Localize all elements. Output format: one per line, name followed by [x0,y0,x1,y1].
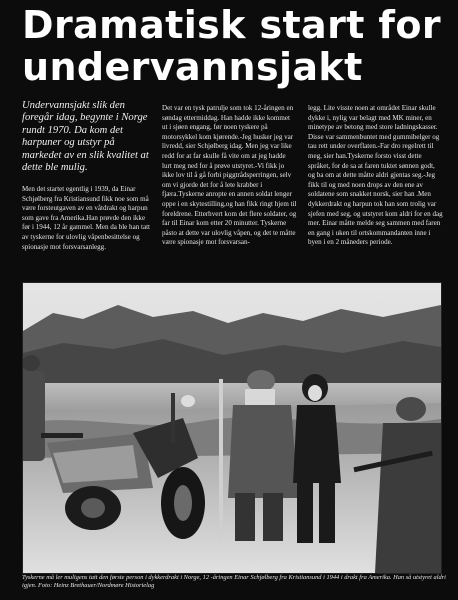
headline-line-1: Dramatisk start for [22,3,442,47]
body-paragraph: Men det startet egentlig i 1939, da Einar Schjølberg fra Kristiansund fikk noe som må være forsteutgaven av en våtdrakt og harpun som gave fra Amerika.Han prøvde den ikke før i 1944, 12 år gammel. Men da ble han tatt av tyskerne for ulovlig våpenbesittelse og spionasje mot forsvarsanlegg. [22,185,150,251]
body-column-3 [308,104,443,248]
body-column-2 [162,104,297,248]
caption-text: Tyskerne må ler muligens tatt den første person i dykkerdrakt i Norge, 12 -åringen Einar Schjølberg fra Kristiansund i 1944 i drakt fra Amerika. Han så utstyret aldri igjen. [22,574,446,589]
headline-line-2: undervannsjakt [22,45,363,89]
historical-photo [22,282,442,574]
headline [22,4,452,88]
photo-credit: Foto: Heinz Brethauer/Nordmøre Historielag [38,582,155,589]
body-column-1 [22,185,150,252]
body-paragraph: legg. Lite visste noen at området Einar skulle dykke i, nylig var belagt med MK miner, en minetype av betong med store ladningskasser. Disse var sammenbuntet med gummibelger og tau rett under overflaten.-Far dro regelrett til meg, sier han.Tyskerne forsto visst dette språket, for de sa at faren tuktet sønnen godt, og ba om at dette måtte aldri gjentas seg.-Jeg fikk til og med noen drops av den ene av soldatene som snakket norsk, sier han .Men dykkerdrakt og harpun tok han som trolig var sjefen med seg, og utstyret kom aldri for en dag mer. Einar måtte melde seg sammen med faren en gang i uken til ortskommandanten inne i byen i en 2 måneders periode. [308,104,443,247]
photo-caption [22,574,452,590]
photo-illustration [23,283,441,573]
harpoon [219,379,223,539]
ingress: Undervannsjakt slik den foregår idag, begynte i Norge rundt 1970. Da kom det harpuner og utstyr på markedet av en slik kvalitet at dette ble mulig. [22,100,149,174]
body-paragraph: Det var en tysk patrulje som tok 12-åringen en søndag ettermiddag. Han hadde ikke kommet ut i sjøen engang, før noen tyskere på motorsykkel kom kjørende.-Jeg husker jeg var livredd, sier Schjølberg idag. Men jeg var like redd for at far skulle få vite om at jeg hadde lurt meg ned for å prøve utstyret.-Vi fikk jo ikke lov til å gå forbi piggtrådsperringen, selv om vi gjorde det for å lete krabber i fjæra.Tyskerne anropte en annen soldat lenger oppe i en skytestilling,og han fikk ringt hjem til foreldrene. Etterhvert kom det flere soldater, og far til Einar kom etter 20 minutter. Tyskerne påsto at dette var ulovlig våpen, og det te måtte være spionasje mot forsvarsan- [162,104,297,247]
